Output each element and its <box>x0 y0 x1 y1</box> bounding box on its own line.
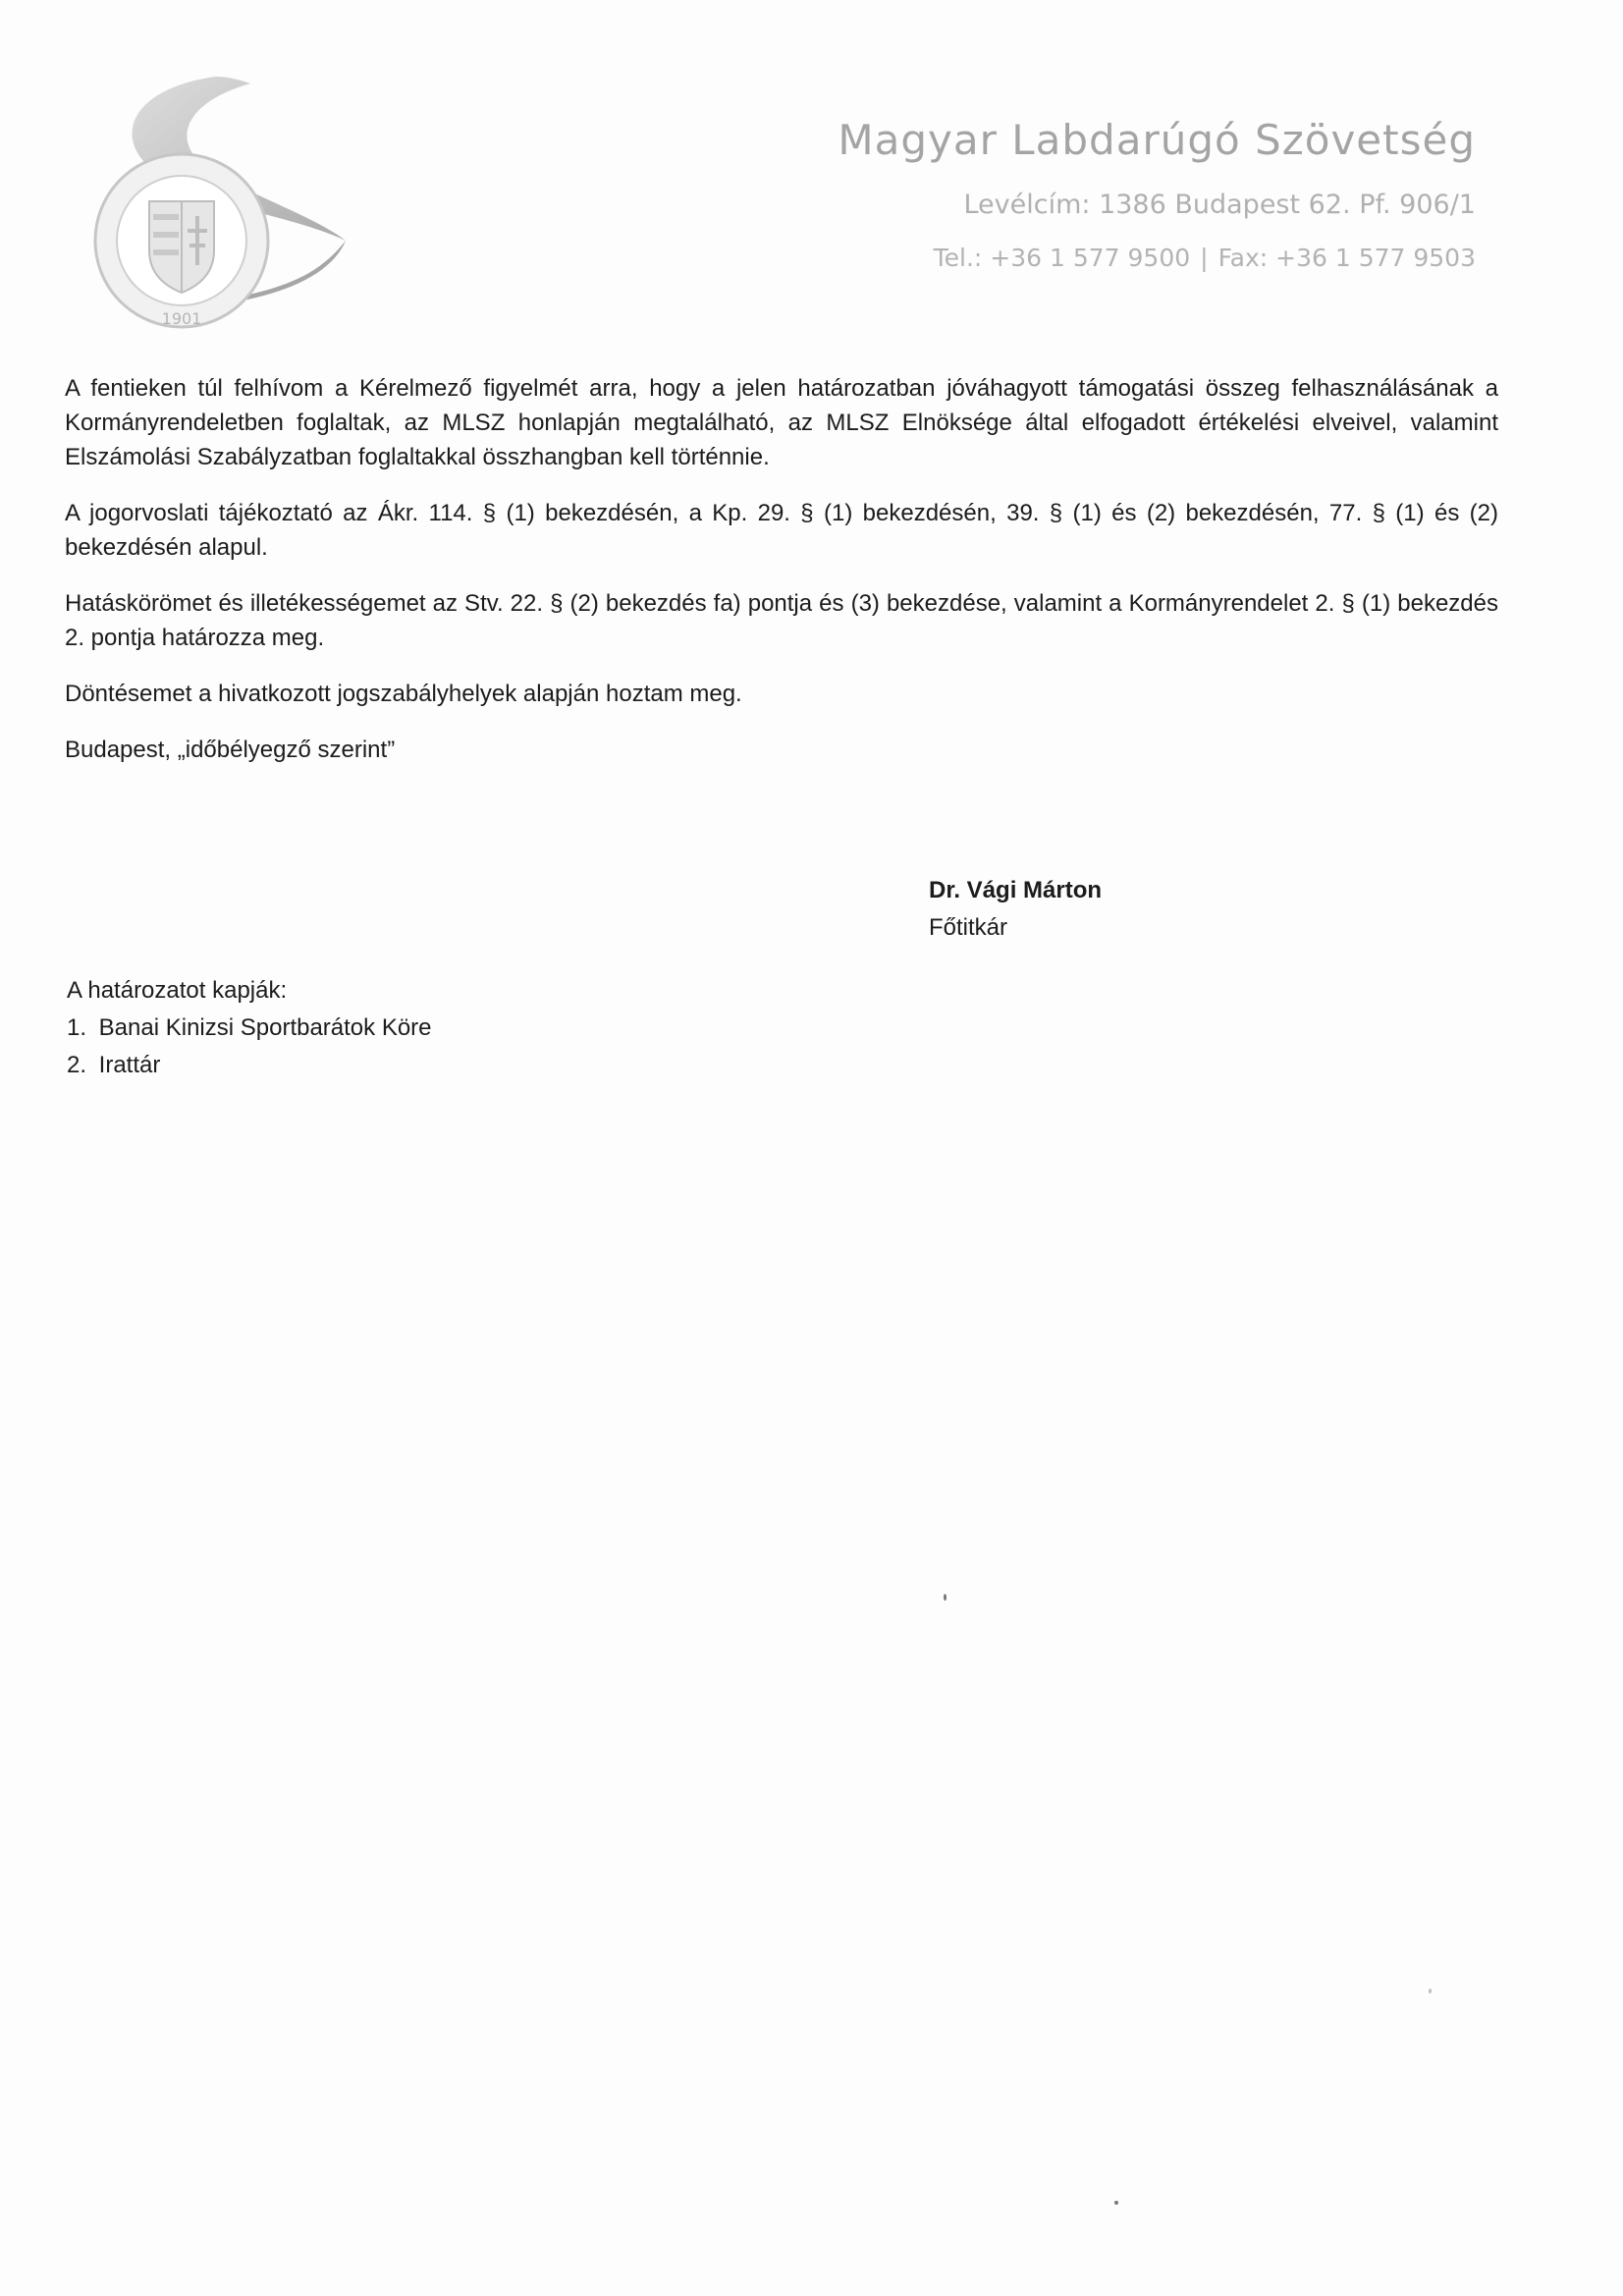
recipients-block <box>67 972 432 1084</box>
paragraph-usage-notice: A fentieken túl felhívom a Kérelmező figyelmét arra, hogy a jelen határozatban jóváhagyott támogatási összeg felhasználásának a Kormányrendeletben foglaltak, az MLSZ honlapján megtalálható, az MLSZ Elnöksége által elfogadott értékelési elveivel, valamint Elszámolási Szabályzatban foglaltakkal összhangban kell történnie. <box>65 375 1498 470</box>
decision-body <box>65 371 1498 789</box>
list-item-label: Irattár <box>98 1052 161 1078</box>
paragraph-place-date: Budapest, „időbélyegző szerint” <box>65 737 396 763</box>
list-item-number: 2. <box>67 1052 87 1078</box>
list-item <box>67 1047 432 1084</box>
logo-year: 1901 <box>161 309 202 328</box>
paragraph-decision-basis: Döntésemet a hivatkozott jogszabályhelyek alapján hoztam meg. <box>65 681 742 707</box>
signatory-name: Dr. Vági Márton <box>929 877 1103 903</box>
org-contact <box>838 244 1476 272</box>
paragraph-legal-remedy: A jogorvoslati tájékoztató az Ákr. 114. § (1) bekezdésén, a Kp. 29. § (1) bekezdésén, 39. § (1) és (2) bekezdésén, 77. § (1) és (2) bekezdésén alapul. <box>65 500 1498 561</box>
list-item <box>67 1010 432 1047</box>
scan-speck <box>1114 2201 1118 2205</box>
recipients-list <box>67 1010 432 1084</box>
scan-speck <box>944 1594 947 1601</box>
mlsz-logo <box>69 69 363 339</box>
signature-block <box>929 872 1102 947</box>
scan-speck <box>1429 1989 1432 1994</box>
org-address: Levélcím: 1386 Budapest 62. Pf. 906/1 <box>963 190 1476 220</box>
contact-separator: | <box>1200 244 1209 272</box>
org-phone: Tel.: +36 1 577 9500 <box>933 244 1191 272</box>
org-fax: Fax: +36 1 577 9503 <box>1217 244 1476 272</box>
list-item-number: 1. <box>67 1014 87 1041</box>
signatory-title: Főtitkár <box>929 914 1008 941</box>
list-item-label: Banai Kinizsi Sportbarátok Köre <box>98 1014 432 1041</box>
paragraph-competence: Hatáskörömet és illetékességemet az Stv. 22. § (2) bekezdés fa) pontja és (3) bekezdése, valamint a Kormányrendelet 2. § (1) bekezdés 2. pontja határozza meg. <box>65 590 1498 651</box>
recipients-heading: A határozatot kapják: <box>67 977 288 1004</box>
letterhead-text <box>838 116 1476 272</box>
org-name: Magyar Labdarúgó Szövetség <box>838 116 1476 164</box>
